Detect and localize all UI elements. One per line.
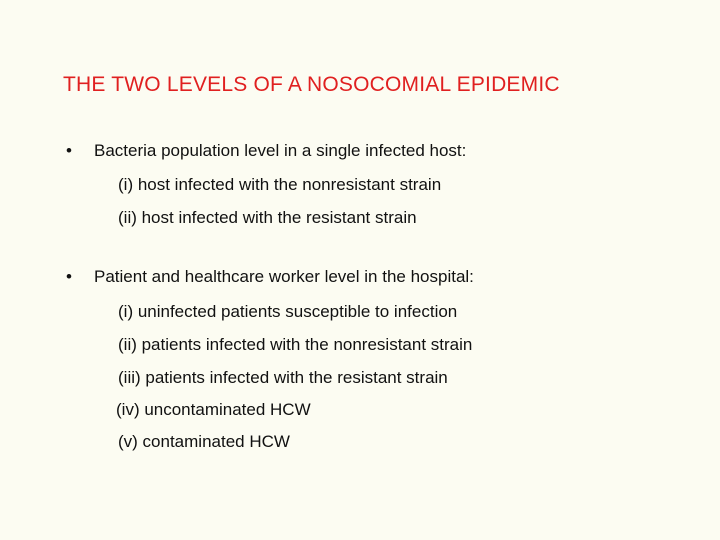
bullet-icon: •	[66, 141, 72, 160]
bullet-icon: •	[66, 267, 72, 286]
sub-item: (i) uninfected patients susceptible to infection	[118, 302, 458, 321]
sub-item: (i) host infected with the nonresistant strain	[118, 175, 442, 194]
sub-item: (ii) host infected with the resistant strain	[118, 208, 417, 227]
slide-title: THE TWO LEVELS OF A NOSOCOMIAL EPIDEMIC	[63, 73, 560, 96]
bullet-text: Bacteria population level in a single infected host:	[94, 141, 467, 160]
sub-item: (iii) patients infected with the resistant strain	[118, 368, 448, 387]
bullet-text: Patient and healthcare worker level in the hospital:	[94, 267, 474, 286]
sub-item: (v) contaminated HCW	[118, 432, 290, 451]
sub-item: (iv) uncontaminated HCW	[116, 400, 311, 419]
sub-item: (ii) patients infected with the nonresistant strain	[118, 335, 473, 354]
